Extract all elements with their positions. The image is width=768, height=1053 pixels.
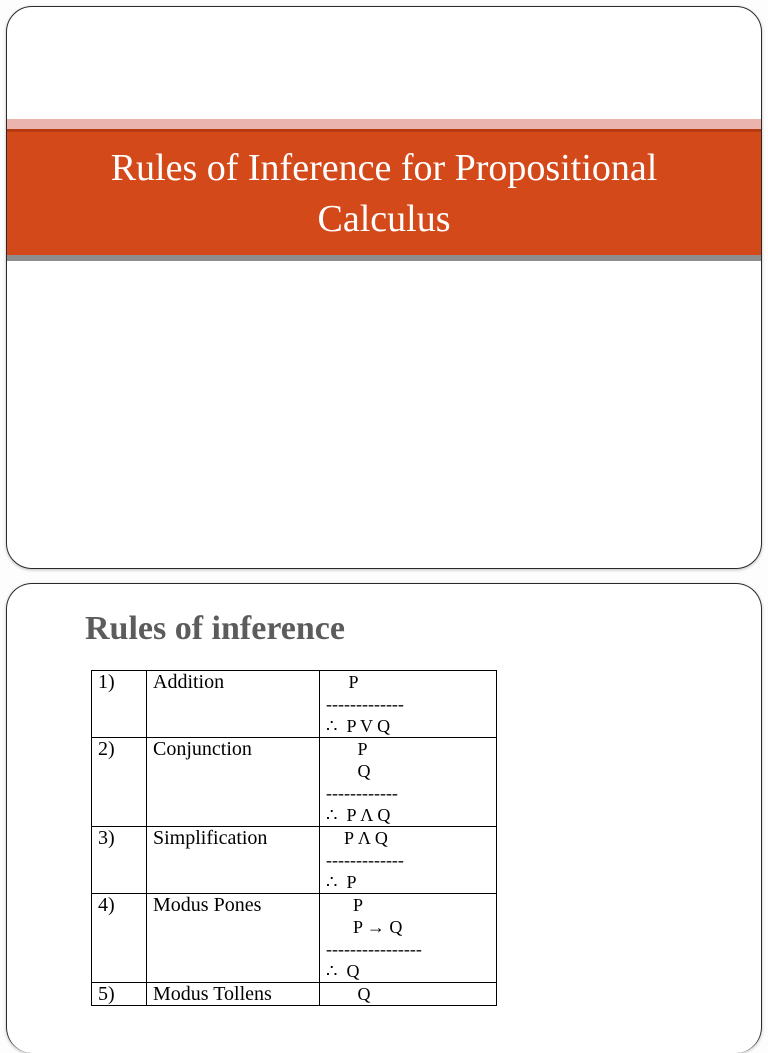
rule-row: [92, 827, 497, 894]
rule-name: Modus Tollens: [147, 983, 320, 1006]
rule-form-line: P Λ Q: [326, 828, 388, 848]
rule-form-line: ----------------: [326, 939, 422, 959]
rule-form-line: ∴ P: [326, 872, 357, 892]
rules-table-body: [92, 671, 497, 1006]
title-slide: [6, 6, 762, 569]
rule-form-line: ------------: [326, 783, 398, 803]
slide-title-line2: Calculus: [317, 197, 451, 240]
rule-number: 5): [92, 983, 147, 1006]
rule-form: [320, 983, 497, 1006]
rule-row: [92, 894, 497, 983]
rules-table: [91, 670, 497, 1006]
rule-name: Modus Pones: [147, 894, 320, 983]
rule-form-line: -------------: [326, 694, 404, 714]
rule-form-line: Q: [326, 984, 371, 1004]
rule-number: 1): [92, 671, 147, 738]
slide-title: [54, 143, 714, 245]
banner-bottom-stripe: [7, 255, 761, 261]
rule-form-line: ∴ P Λ Q: [326, 805, 391, 825]
rule-form-line: ∴ P V Q: [326, 716, 391, 736]
rule-name: Simplification: [147, 827, 320, 894]
rule-form-line: P: [326, 895, 364, 915]
rule-form-line: P: [326, 739, 368, 759]
slide-heading: Rules of inference: [85, 610, 345, 647]
rule-row: [92, 671, 497, 738]
rule-number: 3): [92, 827, 147, 894]
rule-number: 2): [92, 738, 147, 827]
rule-form-line: ∴ Q: [326, 961, 360, 981]
rule-form-line: P: [326, 672, 359, 692]
rule-form-line: P → Q: [326, 917, 403, 937]
rule-form: [320, 671, 497, 738]
rules-slide: [6, 583, 762, 1053]
rule-form-line: -------------: [326, 850, 404, 870]
rule-name: Addition: [147, 671, 320, 738]
rule-form-line: Q: [326, 761, 371, 781]
banner-main: [7, 129, 761, 255]
rule-row: [92, 983, 497, 1006]
slide-title-line1: Rules of Inference for Propositional: [110, 146, 658, 189]
rule-name: Conjunction: [147, 738, 320, 827]
rule-form: [320, 827, 497, 894]
rule-form: [320, 894, 497, 983]
rule-row: [92, 738, 497, 827]
rule-form: [320, 738, 497, 827]
title-banner: [7, 119, 761, 269]
banner-top-stripe: [7, 119, 761, 129]
rule-number: 4): [92, 894, 147, 983]
